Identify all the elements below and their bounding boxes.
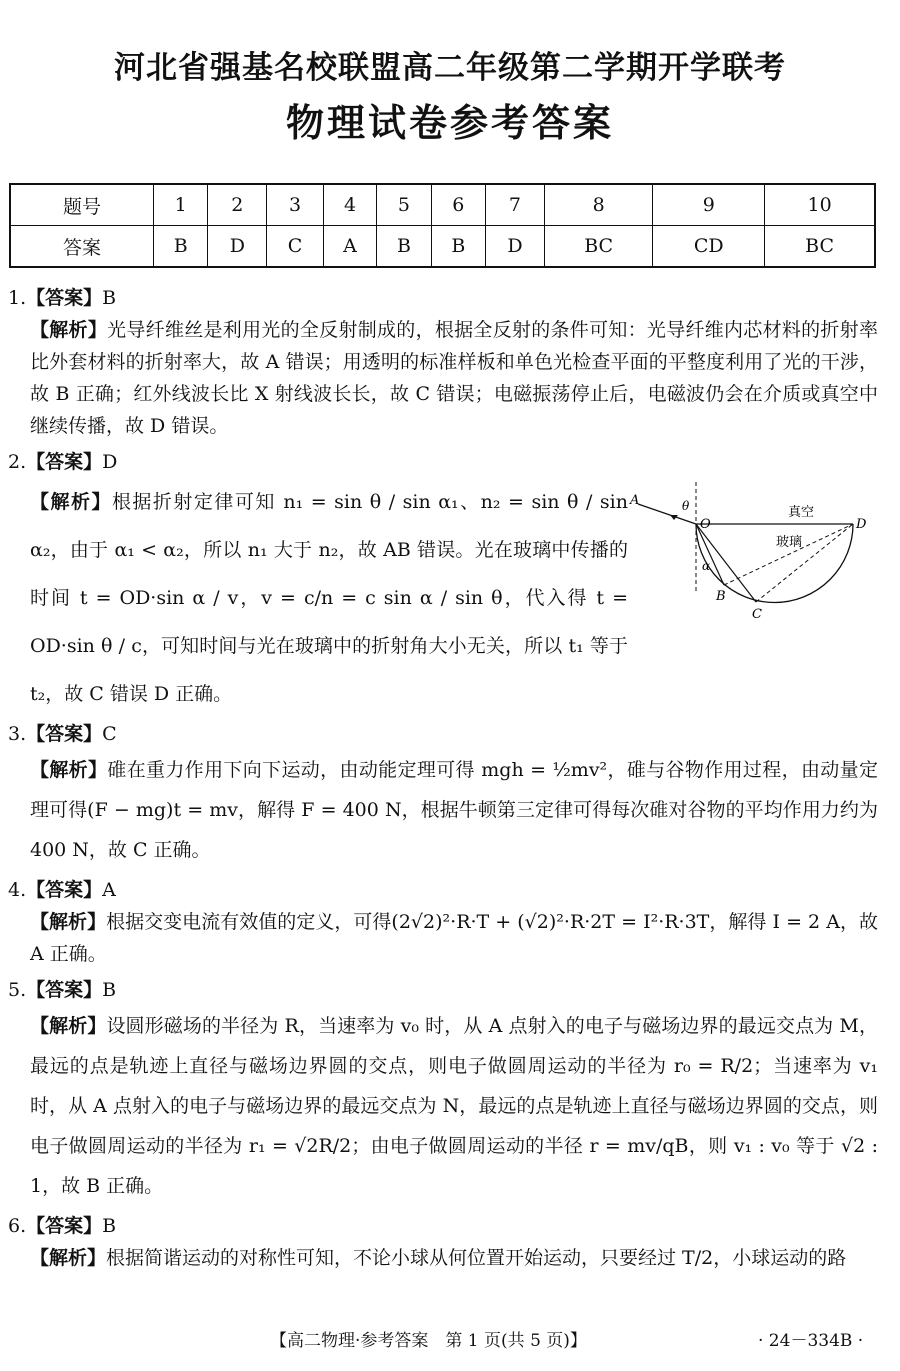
label-c: C	[752, 607, 762, 622]
explain-tag: 【解析】	[30, 491, 112, 513]
explain-tag: 【解析】	[30, 1015, 107, 1037]
exam-subtitle: 物理试卷参考答案	[285, 101, 614, 145]
answer-heading	[8, 446, 878, 478]
answer-table	[9, 183, 876, 268]
item-number: 2.	[8, 451, 27, 473]
question-number: 5	[377, 184, 431, 226]
answer-value: A	[102, 879, 116, 901]
explain-tag: 【解析】	[30, 319, 108, 341]
footer-code: · 24－334B ·	[758, 1331, 864, 1351]
exam-title: 河北省强基名校联盟高二年级第二学期开学联考	[114, 50, 786, 86]
explain-tag: 【解析】	[30, 1247, 107, 1269]
explanation-text: 根据折射定律可知 n₁ = sin θ / sin α₁、n₂ = sin θ / sin α₂，由于 α₁ < α₂，所以 n₁ 大于 n₂，故 AB 错误。光在玻璃中传播的时间 t = OD·sin α / v，v = c/n = c sin α / sin θ，代入得 t = OD·sin θ / c，可知时间与光在玻璃中的折射角大小无关，所以 t₁ 等于 t₂，故 C 错误 D 正确。	[30, 491, 628, 705]
table-row-numbers	[10, 184, 875, 226]
table-answer-label: 答案	[10, 226, 154, 268]
answer-tag: 【答案】	[26, 723, 103, 745]
answer-value: B	[102, 979, 117, 1001]
explanation	[8, 1006, 878, 1206]
question-number: 2	[208, 184, 267, 226]
label-alpha: α	[702, 559, 711, 573]
question-number: 10	[765, 184, 875, 226]
answer-cell: B	[154, 226, 208, 268]
answer-tag: 【答案】	[26, 879, 103, 901]
answer-value: B	[102, 287, 117, 309]
explain-tag: 【解析】	[30, 911, 107, 933]
explanation	[8, 478, 628, 718]
answer-tag: 【答案】	[26, 1215, 103, 1237]
question-number: 1	[154, 184, 208, 226]
answer-heading	[8, 974, 878, 1006]
answer-value: D	[102, 451, 118, 473]
label-d: D	[856, 517, 867, 532]
item-number: 6.	[8, 1215, 27, 1237]
question-number: 9	[653, 184, 765, 226]
table-row-answers	[10, 226, 875, 268]
explanation-text: 根据简谐运动的对称性可知，不论小球从何位置开始运动，只要经过 T/2，小球运动的路	[106, 1247, 847, 1269]
refraction-diagram	[628, 482, 878, 632]
answer-cell: A	[323, 226, 377, 268]
explanation-text: 设圆形磁场的半径为 R，当速率为 v₀ 时，从 A 点射入的电子与磁场边界的最远交点为 M，最远的点是轨迹上直径与磁场边界圆的交点，则电子做圆周运动的半径为 r₀ = R/2；当速率为 v₁ 时，从 A 点射入的电子与磁场边界的最远交点为 N，最远的点是轨迹上直径与磁场边界圆的交点，则电子做圆周运动的半径为 r₁ = √2R/2；由电子做圆周运动的半径 r = mv/qB，则 v₁ : v₀ 等于 √2 : 1，故 B 正确。	[30, 1015, 878, 1197]
answer-cell: C	[267, 226, 323, 268]
answer-cell: BC	[544, 226, 652, 268]
explanation-text: 根据交变电流有效值的定义，可得(2√2)²·R·T + (√2)²·R·2T = I²·R·3T，解得 I = 2 A，故 A 正确。	[30, 911, 878, 965]
label-a: A	[630, 493, 640, 508]
answer-cell: D	[208, 226, 267, 268]
answer-value: B	[102, 1215, 117, 1237]
item-number: 1.	[8, 287, 27, 309]
item-number: 4.	[8, 879, 27, 901]
question-number: 6	[431, 184, 485, 226]
table-header-label: 题号	[10, 184, 154, 226]
answer-cell: CD	[653, 226, 765, 268]
answer-heading	[8, 1210, 878, 1242]
answer-heading	[8, 282, 878, 314]
label-b: B	[716, 589, 726, 604]
explanation-with-figure	[8, 478, 878, 718]
answer-value: C	[102, 723, 117, 745]
explanation	[8, 1242, 878, 1274]
item-number: 5.	[8, 979, 27, 1001]
question-number: 4	[323, 184, 377, 226]
answer-cell: B	[377, 226, 431, 268]
explain-tag: 【解析】	[30, 759, 108, 781]
answer-tag: 【答案】	[26, 451, 103, 473]
answer-cell: B	[431, 226, 485, 268]
explanation-text: 光导纤维丝是利用光的全反射制成的，根据全反射的条件可知：光导纤维内芯材料的折射率比外套材料的折射率大，故 A 错误；用透明的标准样板和单色光检查平面的平整度利用了光的干涉，故 B 正确；红外线波长比 X 射线波长长，故 C 错误；电磁振荡停止后，电磁波仍会在介质或真空中继续传播，故 D 错误。	[30, 319, 878, 437]
answer-tag: 【答案】	[26, 979, 103, 1001]
label-o: O	[700, 517, 711, 532]
label-theta: θ	[682, 499, 690, 513]
question-number: 7	[485, 184, 544, 226]
answer-cell: BC	[765, 226, 875, 268]
answer-heading	[8, 718, 878, 750]
label-vacuum: 真空	[788, 505, 815, 520]
solutions	[8, 282, 878, 1278]
explanation	[8, 906, 878, 970]
answer-tag: 【答案】	[26, 287, 103, 309]
question-number: 8	[544, 184, 652, 226]
explanation-text: 碓在重力作用下向下运动，由动能定理可得 mgh = ½mv²，碓与谷物作用过程，由动量定理可得(F − mg)t = mv，解得 F = 400 N，根据牛顿第三定律可得每次碓对谷物的平均作用力约为 400 N，故 C 正确。	[30, 759, 878, 861]
footer-page-info: 【高二物理·参考答案 第 1 页(共 5 页)】	[270, 1331, 587, 1351]
explanation	[8, 750, 878, 870]
question-number: 3	[267, 184, 323, 226]
answer-cell: D	[485, 226, 544, 268]
answer-heading	[8, 874, 878, 906]
explanation	[8, 314, 878, 442]
item-number: 3.	[8, 723, 27, 745]
label-glass: 玻璃	[776, 535, 803, 550]
